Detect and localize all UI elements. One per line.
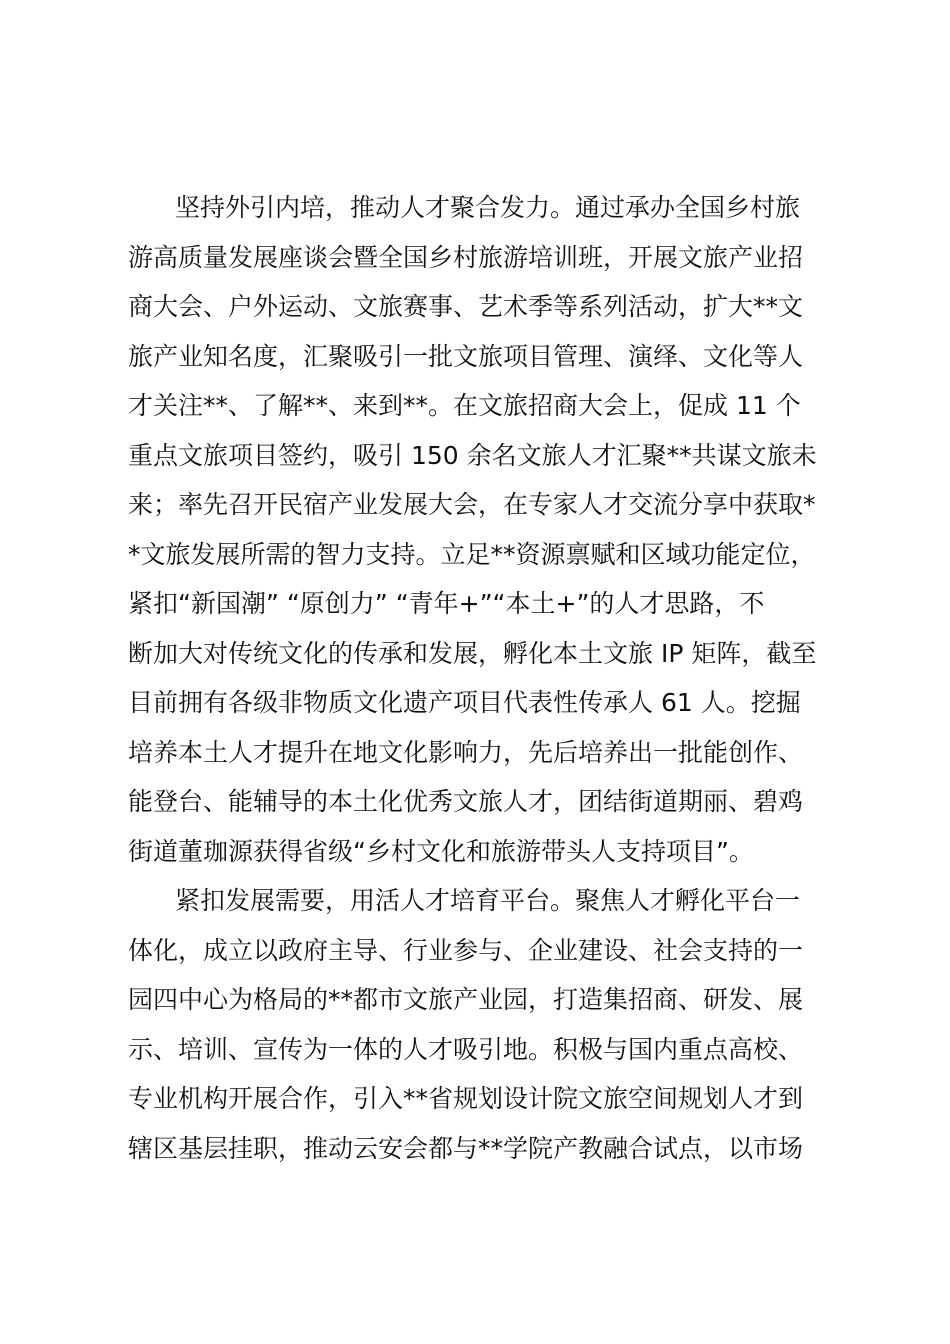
text-line: 培养本土人才提升在地文化影响力，先后培养出一批能创作、 bbox=[128, 737, 804, 767]
text-line: 示、培训、宣传为一体的人才吸引地。积极与国内重点高校、 bbox=[128, 1034, 804, 1064]
text-line: 园四中心为格局的**都市文旅产业园，打造集招商、研发、展 bbox=[128, 985, 804, 1014]
text-line: 旅产业知名度，汇聚吸引一批文旅项目管理、演绎、文化等人 bbox=[128, 341, 804, 371]
text-line: 街道董珈源获得省级“乡村文化和旅游带头人支持项目”。 bbox=[128, 836, 754, 866]
text-line: 才关注**、了解**、来到**。在文旅招商大会上，促成 11 个 bbox=[128, 391, 801, 420]
text-line: 来；率先召开民宿产业发展大会，在专家人才交流分享中获取* bbox=[128, 490, 816, 519]
text-line: 体化，成立以政府主导、行业参与、企业建设、社会支持的一 bbox=[128, 935, 804, 965]
paragraph-talent-cultivation bbox=[128, 183, 833, 876]
text-line: 游高质量发展座谈会暨全国乡村旅游培训班，开展文旅产业招 bbox=[128, 242, 804, 272]
text-line: 辖区基层挂职，推动云安会都与**学院产教融合试点，以市场 bbox=[128, 1133, 804, 1163]
text-line: 专业机构开展合作，引入**省规划设计院文旅空间规划人才到 bbox=[128, 1084, 804, 1113]
text-line: 断加大对传统文化的传承和发展，孵化本土文旅 IP 矩阵，截至 bbox=[128, 638, 817, 668]
text-line: *文旅发展所需的智力支持。立足**资源禀赋和区域功能定位， bbox=[128, 539, 816, 569]
document-body bbox=[128, 183, 833, 1173]
text-line: 坚持外引内培，推动人才聚合发力。通过承办全国乡村旅 bbox=[175, 193, 801, 222]
paragraph-talent-platform bbox=[128, 876, 833, 1173]
text-line: 能登台、能辅导的本土化优秀文旅人才，团结街道期丽、碧鸡 bbox=[128, 787, 804, 816]
text-line: 紧扣发展需要，用活人才培育平台。聚焦人才孵化平台一 bbox=[175, 886, 801, 915]
text-line: 紧扣“新国潮” “原创力” “青年+”“本土+”的人才思路，不 bbox=[128, 589, 765, 618]
text-line: 重点文旅项目签约，吸引 150 余名文旅人才汇聚**共谋文旅未 bbox=[128, 440, 817, 470]
text-line: 目前拥有各级非物质文化遗产项目代表性传承人 61 人。挖掘 bbox=[128, 688, 801, 717]
text-line: 商大会、户外运动、文旅赛事、艺术季等系列活动，扩大**文 bbox=[128, 292, 804, 321]
